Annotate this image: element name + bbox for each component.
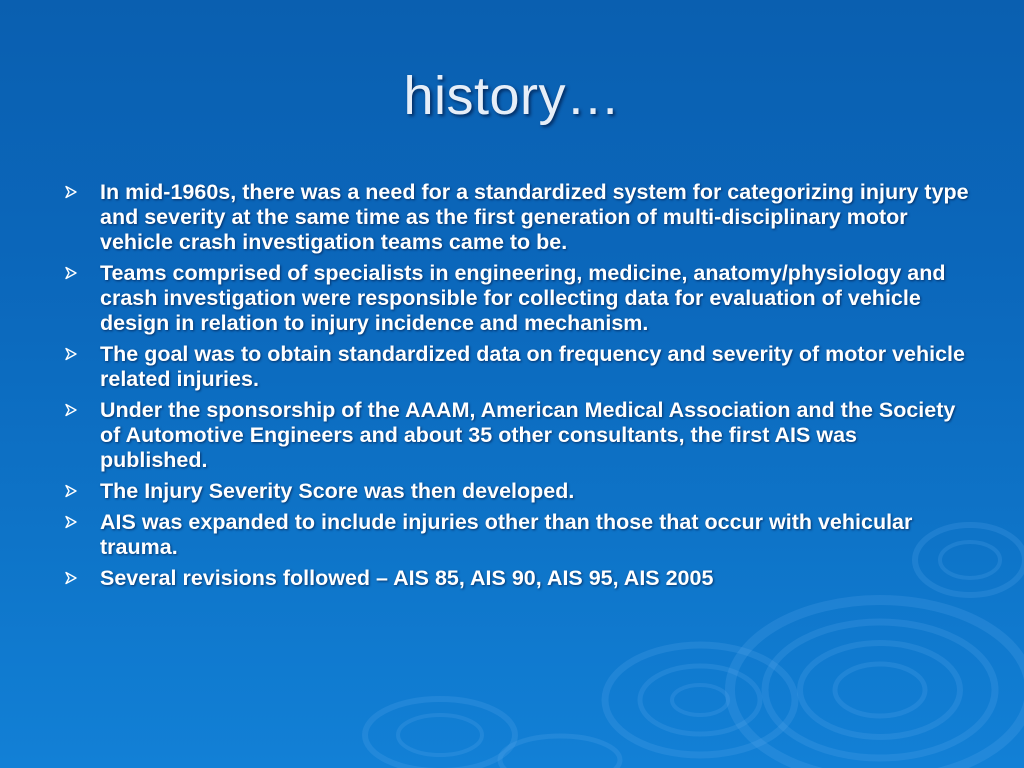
bullet-text: In mid-1960s, there was a need for a standardized system for categorizing injury type and severity at the same time as the first generation of multi-disciplinary motor vehicle crash investigation teams came to be. [100, 180, 969, 254]
chevron-right-arrow-icon [64, 403, 78, 417]
chevron-right-arrow-icon [64, 185, 78, 199]
chevron-right-arrow-icon [64, 266, 78, 280]
list-item [60, 342, 970, 392]
list-item [60, 479, 970, 504]
chevron-right-arrow-icon [64, 571, 78, 585]
chevron-right-arrow-icon [64, 515, 78, 529]
list-item [60, 180, 970, 255]
slide-title: history… [403, 66, 621, 126]
bullet-text: The goal was to obtain standardized data on frequency and severity of motor vehicle related injuries. [100, 342, 965, 391]
bullet-text: Several revisions followed – AIS 85, AIS 90, AIS 95, AIS 2005 [100, 566, 714, 590]
list-item [60, 398, 970, 473]
list-item [60, 261, 970, 336]
bullet-text: The Injury Severity Score was then developed. [100, 479, 575, 503]
bullet-text: AIS was expanded to include injuries other than those that occur with vehicular trauma. [100, 510, 913, 559]
list-item [60, 510, 970, 560]
chevron-right-arrow-icon [64, 347, 78, 361]
chevron-right-arrow-icon [64, 484, 78, 498]
bullet-text: Teams comprised of specialists in engineering, medicine, anatomy/physiology and crash investigation were responsible for collecting data for evaluation of vehicle design in relation to injury incidence and mechanism. [100, 261, 946, 335]
list-item [60, 566, 970, 591]
bullet-list [60, 180, 970, 597]
bullet-text: Under the sponsorship of the AAAM, American Medical Association and the Society of Automotive Engineers and about 35 other consultants, the first AIS was published. [100, 398, 956, 472]
